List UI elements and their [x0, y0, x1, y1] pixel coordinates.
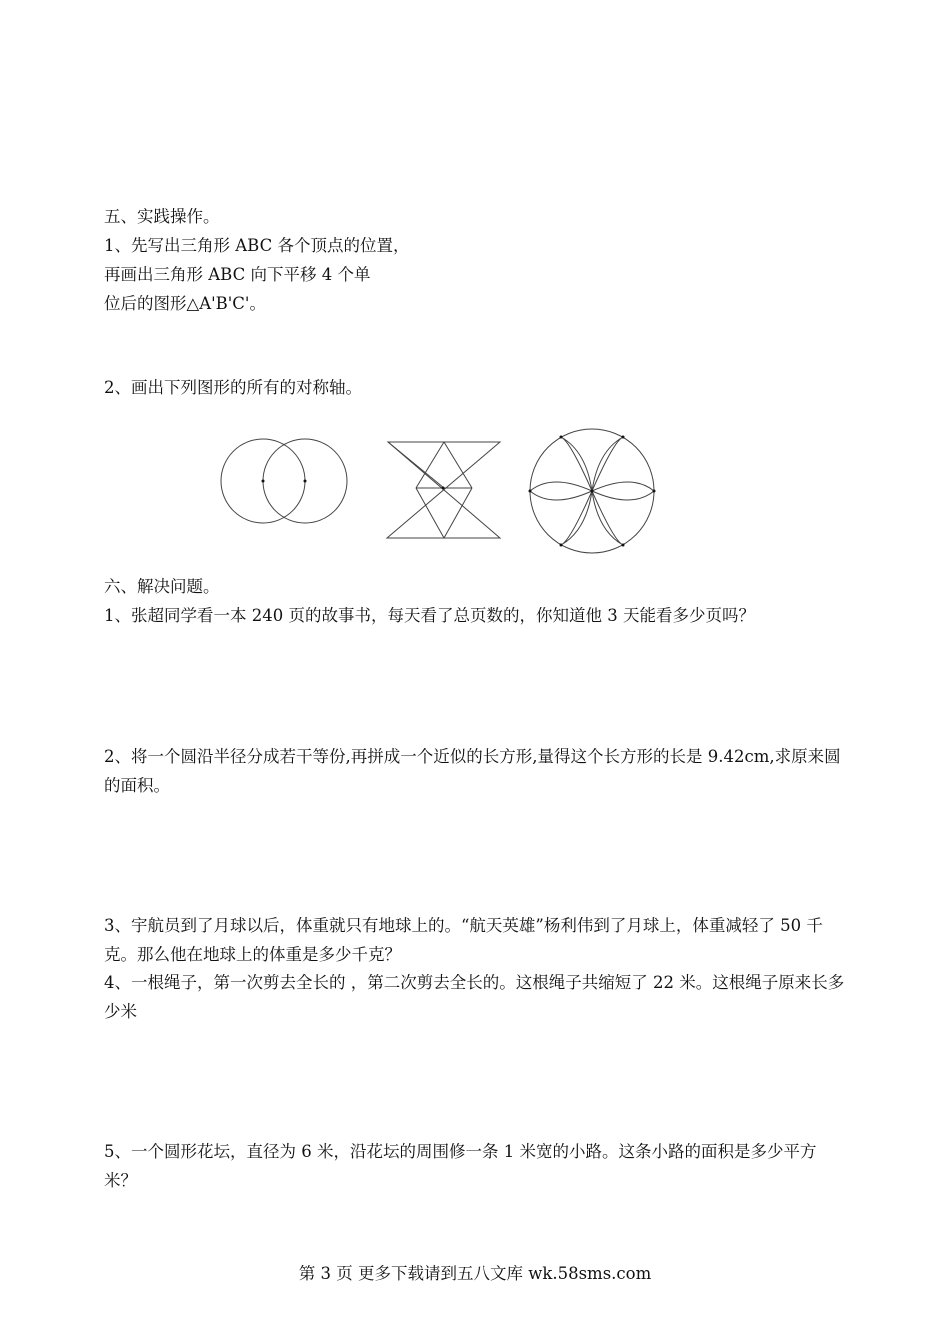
petal-3 [592, 482, 654, 500]
rim-dot-4 [622, 544, 625, 547]
problem-3: 3、宇航员到了月球以后，体重就只有地球上的。“航天英雄”杨利伟到了月球上，体重减轻了 50 千克。那么他在地球上的体重是多少千克？ [104, 916, 823, 964]
problem-5: 5、一个圆形花坛，直径为 6 米，沿花坛的周围修一条 1 米宽的小路。这条小路的面积是多少平方米？ [104, 1142, 817, 1190]
problem-4: 4、一根绳子，第一次剪去全长的 ，第二次剪去全长的。这根绳子共缩短了 22 米。这根绳子原来长多少米 [104, 973, 845, 1021]
two-circles-figure [216, 436, 352, 546]
diagonal-left [388, 442, 444, 488]
inner-left [416, 442, 444, 488]
rim-dot-6 [529, 490, 532, 493]
lower-inner-left [416, 488, 444, 538]
inner-right [444, 442, 472, 488]
q1-line-2: 再画出三角形 ABC 向下平移 4 个单 [104, 265, 371, 284]
rim-dot-1 [560, 436, 563, 439]
section6-heading: 六、解决问题。 [104, 577, 220, 596]
problem-1: 1、张超同学看一本 240 页的故事书，每天看了总页数的，你知道他 3 天能看多少页吗？ [104, 606, 755, 625]
q2-symmetry-prompt: 2、画出下列图形的所有的对称轴。 [104, 378, 362, 397]
problem-2: 2、将一个圆沿半径分成若干等份,再拼成一个近似的长方形,量得这个长方形的长是 9.42cm,求原来圆的面积。 [104, 747, 841, 795]
left-center-dot [262, 480, 265, 483]
page-footer: 第 3 页 更多下载请到五八文库 wk.58sms.com [298, 1264, 652, 1283]
rim-dot-5 [560, 544, 563, 547]
hourglass-triangles-figure [384, 438, 502, 542]
petal-6 [530, 482, 592, 500]
q1-line-1: 1、先写出三角形 ABC 各个顶点的位置， [104, 236, 410, 255]
outer-hourglass [387, 442, 500, 538]
flower-circle-figure [526, 428, 660, 554]
lower-inner-right [444, 488, 472, 538]
section5-heading: 五、实践操作。 [104, 207, 220, 226]
rim-dot-2 [622, 436, 625, 439]
right-center-dot [304, 480, 307, 483]
q1-line-3: 位后的图形△A'B'C'。 [104, 294, 266, 313]
rim-dot-3 [653, 490, 656, 493]
center-dot [591, 490, 594, 493]
center-dot [442, 487, 445, 490]
